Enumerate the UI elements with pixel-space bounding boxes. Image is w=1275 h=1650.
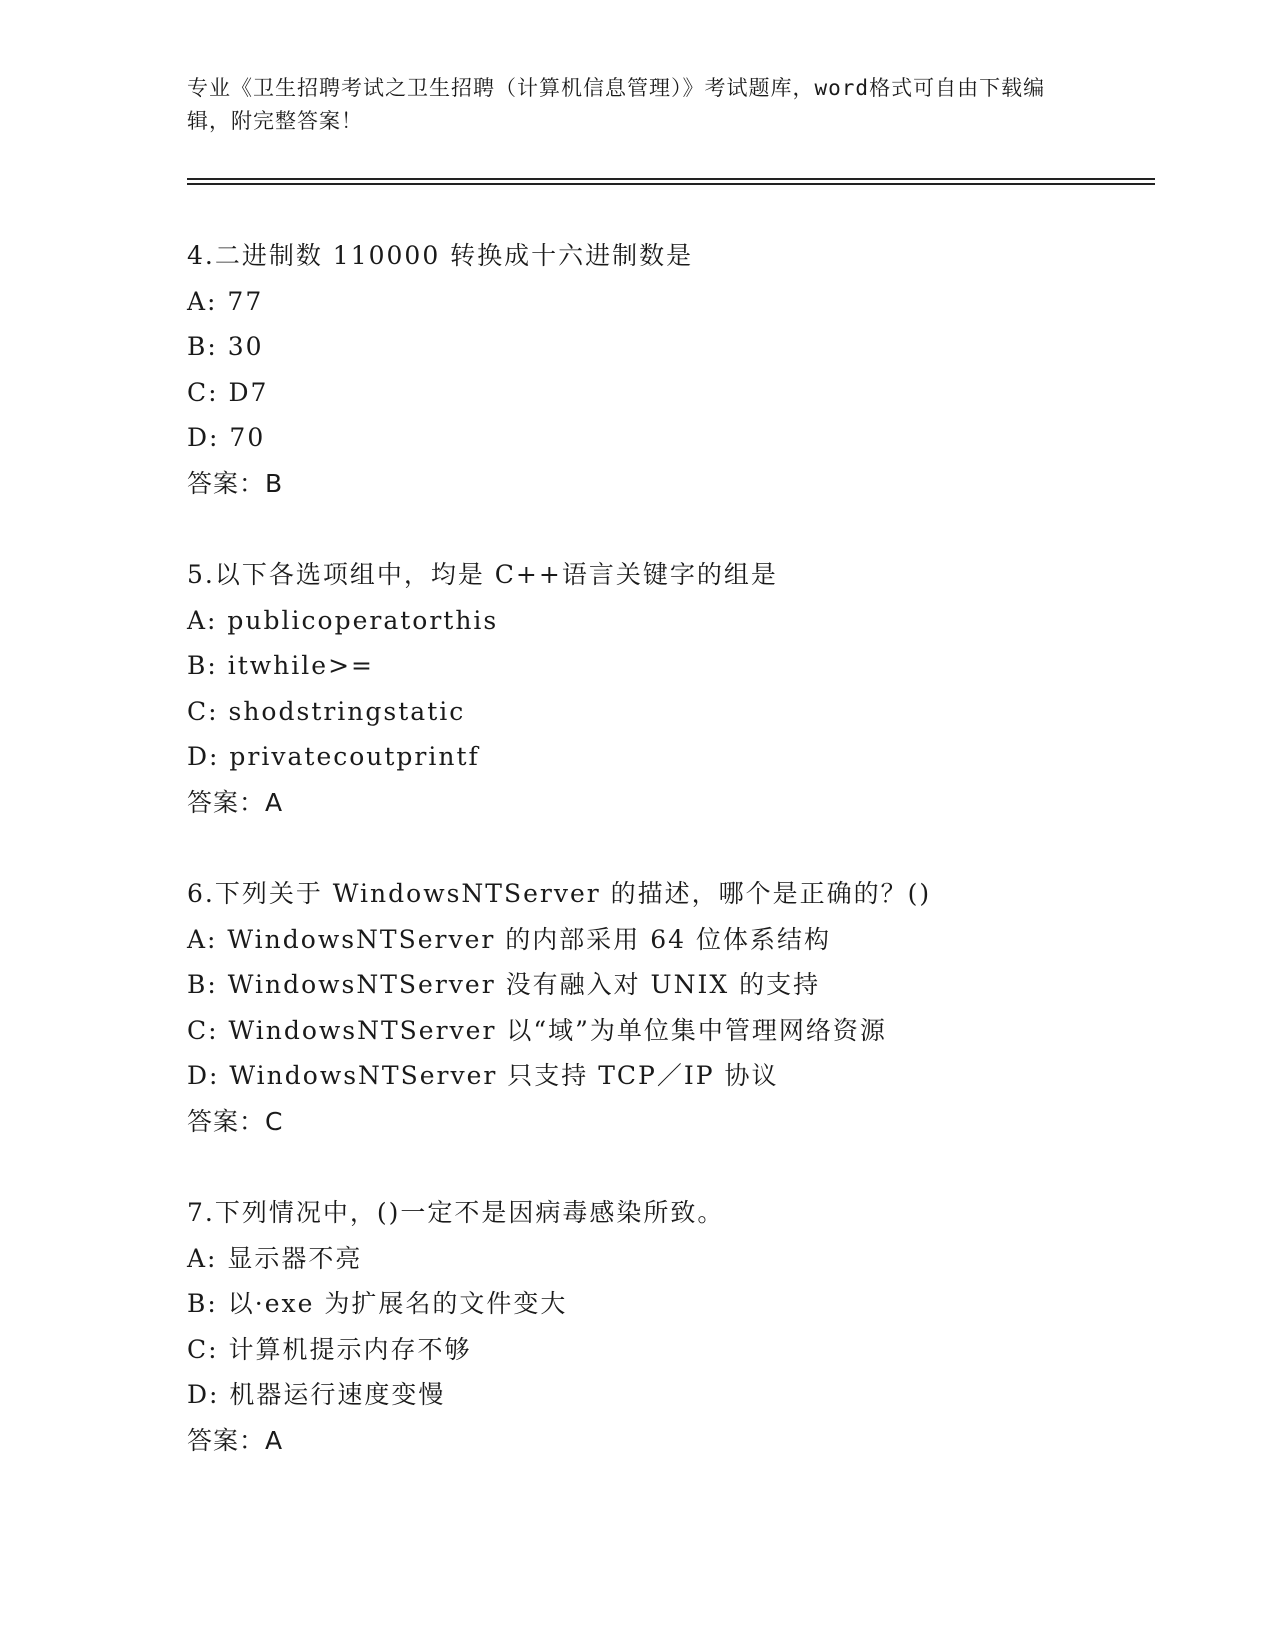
answer-key: 答案：A xyxy=(187,787,284,817)
option-d: D: WindowsNTServer 只支持 TCP／IP 协议 xyxy=(187,1061,779,1091)
option-a: A: 77 xyxy=(187,286,264,316)
document-header: 专业《卫生招聘考试之卫生招聘（计算机信息管理）》考试题库，word格式可自由下载编辑，附完整答案！ xyxy=(187,76,1046,133)
header-divider-top xyxy=(187,178,1155,180)
option-c: C: D7 xyxy=(187,377,269,407)
option-d: D: 70 xyxy=(187,423,266,453)
option-b: B: 30 xyxy=(187,332,264,362)
option-b: B: 以·exe 为扩展名的文件变大 xyxy=(187,1289,568,1319)
header-divider-bottom xyxy=(187,183,1155,185)
option-a: A: WindowsNTServer 的内部采用 64 位体系结构 xyxy=(187,924,832,954)
question-stem: 4.二进制数 110000 转换成十六进制数是 xyxy=(187,241,694,270)
question-stem: 7.下列情况中，()一定不是因病毒感染所致。 xyxy=(187,1198,725,1227)
question-7 xyxy=(187,1190,1147,1464)
option-c: C: 计算机提示内存不够 xyxy=(187,1334,472,1364)
option-d: D: 机器运行速度变慢 xyxy=(187,1380,446,1410)
question-6 xyxy=(187,871,1147,1145)
question-5 xyxy=(187,552,1147,826)
answer-key: 答案：B xyxy=(187,468,284,498)
option-c: C: WindowsNTServer 以“域”为单位集中管理网络资源 xyxy=(187,1015,887,1045)
question-4 xyxy=(187,233,1147,507)
option-d: D: privatecoutprintf xyxy=(187,742,480,772)
option-b: B: itwhile>= xyxy=(187,651,374,681)
question-stem: 6.下列关于 WindowsNTServer 的描述，哪个是正确的？() xyxy=(187,879,932,908)
answer-key: 答案：A xyxy=(187,1425,284,1455)
question-stem: 5.以下各选项组中，均是 C++语言关键字的组是 xyxy=(187,560,778,589)
option-c: C: shodstringstatic xyxy=(187,696,466,726)
answer-key: 答案：C xyxy=(187,1106,284,1136)
option-a: A: publicoperatorthis xyxy=(187,605,499,635)
option-b: B: WindowsNTServer 没有融入对 UNIX 的支持 xyxy=(187,970,821,1000)
option-a: A: 显示器不亮 xyxy=(187,1243,363,1273)
